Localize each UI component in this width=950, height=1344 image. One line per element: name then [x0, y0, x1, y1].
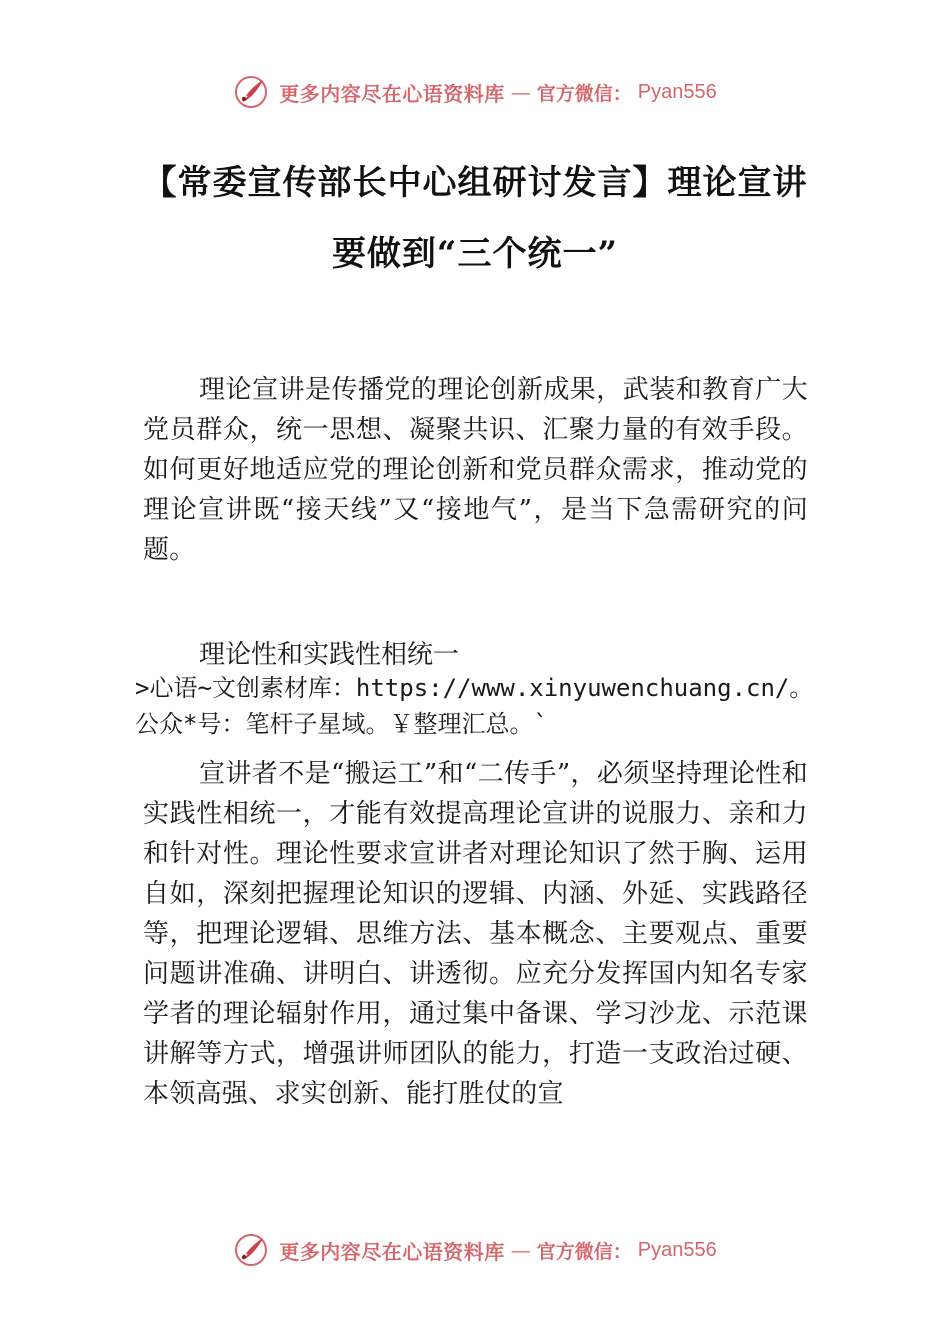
banner-dash: —	[510, 80, 531, 104]
banner-wechat-id: Pyan556	[637, 1238, 717, 1261]
document-title-line-2: 要做到“三个统一”	[331, 234, 619, 274]
banner-dash: —	[510, 1238, 531, 1262]
feather-pen-logo-icon	[233, 74, 269, 110]
feather-pen-logo-icon	[233, 1232, 269, 1268]
document-title-line-1: 【常委宣传部长中心组研讨发言】理论宣讲	[142, 163, 808, 203]
section-heading: 理论性和实践性相统一	[199, 640, 460, 670]
promo-text: >心语~文创素材库：https://www.xinyuwenchuang.cn/。公众*号：笔杆子星域。￥整理汇总。`	[135, 674, 814, 738]
banner-wechat-label: 官方微信：	[536, 82, 632, 105]
section-body-paragraph: 宣讲者不是“搬运工”和“二传手”，必须坚持理论性和实践性相统一，才能有效提高理论宣讲的说服力、亲和力和针对性。理论性要求宣讲者对理论知识了然于胸、运用自如，深刻把握理论知识的逻辑、内涵、外延、实践路径等，把理论逻辑、思维方法、基本概念、主要观点、重要问题讲准确、讲明白、讲透彻。应充分发挥国内知名专家学者的理论辐射作用，通过集中备课、学习沙龙、示范课讲解等方式，增强讲师团队的能力，打造一支政治过硬、本领高强、求实创新、能打胜仗的宣	[143, 759, 808, 1109]
intro-paragraph: 理论宣讲是传播党的理论创新成果，武装和教育广大党员群众，统一思想、凝聚共识、汇聚力量的有效手段。如何更好地适应党的理论创新和党员群众需求，推动党的理论宣讲既“接天线”又“接地气”，是当下急需研究的问题。	[143, 375, 808, 565]
banner-site-name: 更多内容尽在心语资料库	[279, 1239, 505, 1264]
footer-watermark-banner	[0, 1228, 950, 1272]
banner-wechat-label: 官方微信：	[536, 1240, 632, 1263]
banner-wechat-id: Pyan556	[637, 80, 717, 103]
banner-site-name: 更多内容尽在心语资料库	[279, 81, 505, 106]
header-watermark-banner	[0, 70, 950, 114]
